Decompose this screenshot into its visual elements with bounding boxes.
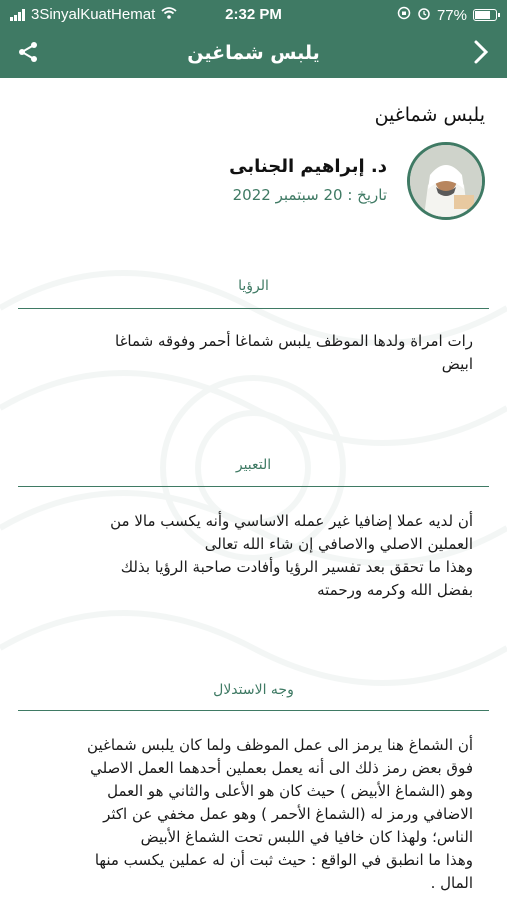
article-content[interactable] [0, 78, 507, 900]
share-icon [16, 40, 40, 68]
status-right [397, 6, 497, 24]
back-button[interactable] [463, 38, 499, 70]
status-bar [0, 0, 507, 30]
section-divider [18, 710, 489, 711]
alarm-icon [417, 6, 431, 24]
chevron-right-icon [471, 39, 491, 69]
section-divider [18, 486, 489, 487]
paragraph-line: الاضافي ورمز له (الشماغ الأحمر ) وهو عمل مخفي عن اكثر [103, 805, 473, 823]
battery-icon [473, 9, 497, 21]
section-body [24, 734, 473, 895]
section-body [24, 330, 473, 376]
section-heading: التعبير [235, 457, 272, 473]
article-title: يلبس شماغين [374, 104, 485, 126]
paragraph-line: وهذا ما تحقق بعد تفسير الرؤيا وأفادت صاحبة الرؤيا بذلك [120, 558, 473, 576]
nav-title: يلبس شماغين [187, 42, 320, 64]
paragraph-line: المال . [430, 874, 473, 892]
paragraph-line: أن لديه عملا إضافيا غير عمله الاساسي وأنه يكسب مالا من [110, 512, 473, 530]
paragraph-line: وهو (الشماغ الأبيض ) حيث كان هو الأعلى والثاني هو العمل [107, 782, 473, 800]
paragraph-line: العملين الاصلي والاصافي إن شاء الله تعالى [204, 535, 473, 553]
paragraph-line: أن الشماغ هنا يرمز الى عمل الموظف ولما كان يلبس شماغين [87, 736, 473, 754]
paragraph-line: وهذا ما انطبق في الواقع : حيث ثبت أن له عملين يكسب منها [94, 851, 473, 869]
author-block [25, 140, 485, 224]
paragraph-line: رات امراة ولدها الموظف يلبس شماغا أحمر وفوقه شماغا [115, 332, 473, 350]
paragraph-line: فوق بعض رمز ذلك الى أنه يعمل بعملين أحدهما العمل الاصلي [90, 759, 473, 777]
navigation-bar [0, 30, 507, 78]
author-avatar [407, 142, 485, 220]
section-heading: وجه الاستدلال [213, 682, 294, 698]
battery-percent: 77% [436, 6, 467, 24]
carrier-label: 3SinyalKuatHemat [31, 6, 156, 23]
author-name: د. إبراهيم الجنابى [229, 156, 387, 177]
share-button[interactable] [10, 38, 46, 70]
paragraph-line: ابيض [441, 355, 473, 373]
publish-date: تاريخ : 20 سبتمبر 2022 [232, 186, 387, 204]
section-body [24, 510, 473, 602]
status-time: 2:32 PM [225, 6, 282, 23]
section-divider [18, 308, 489, 309]
paragraph-line: بفضل الله وكرمه ورحمته [317, 581, 473, 599]
orientation-lock-icon [397, 6, 411, 24]
section-heading: الرؤيا [238, 278, 269, 294]
background-ornament [0, 228, 507, 728]
paragraph-line: الناس؛ ولهذا كان خافيا في اللبس تحت الشماغ الأبيض [140, 828, 473, 846]
